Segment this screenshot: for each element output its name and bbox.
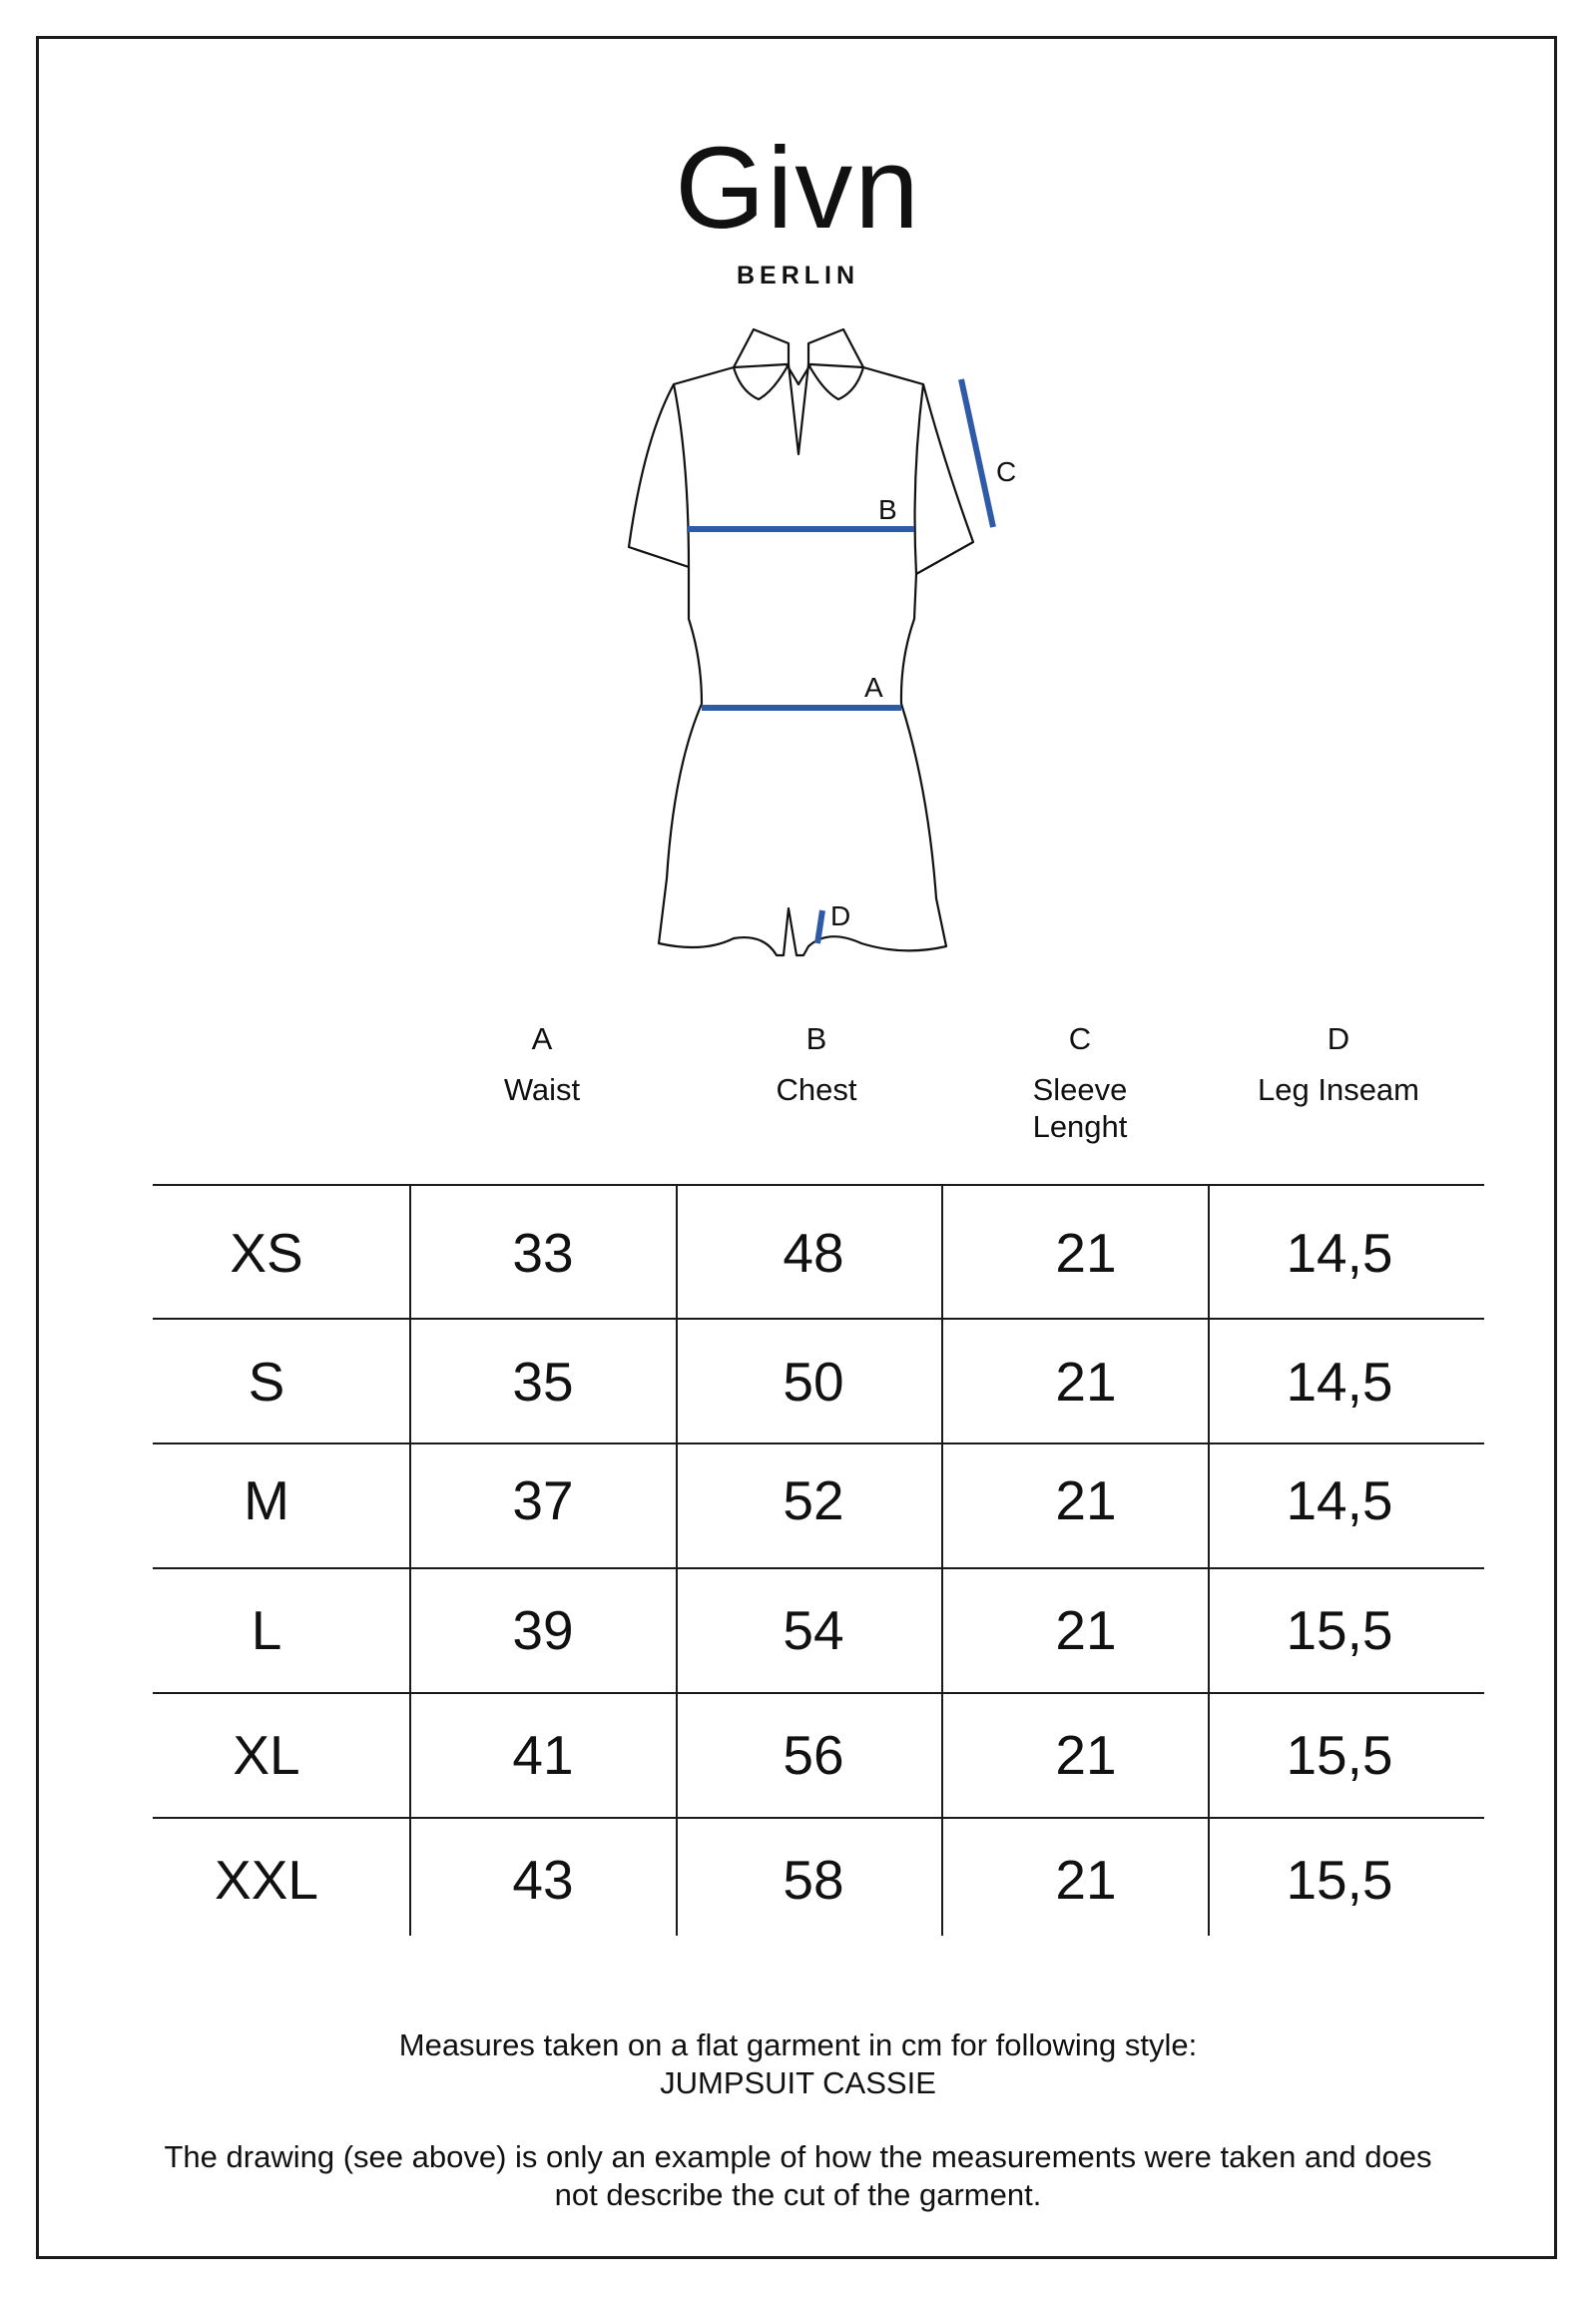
style-name: JUMPSUIT CASSIE — [660, 2065, 936, 2100]
size-label: XS — [230, 1222, 303, 1284]
sleeve-value: 21 — [1055, 1351, 1117, 1413]
sleeve-value: 21 — [1055, 1222, 1117, 1284]
measure-label-b: B — [878, 494, 897, 525]
column-letter: C — [1068, 1021, 1092, 1056]
column-header-sleeve-length — [950, 1020, 1210, 1145]
inseam-value: 14,5 — [1286, 1222, 1393, 1284]
waist-value: 43 — [512, 1849, 574, 1911]
disclaimer-line-2: not describe the cut of the garment. — [554, 2177, 1042, 2212]
chest-value: 56 — [783, 1724, 844, 1786]
column-name: Sleeve Lenght — [1032, 1072, 1128, 1144]
table-column-divider — [676, 1185, 678, 1936]
waist-value: 41 — [512, 1724, 574, 1786]
table-rule — [153, 1318, 1484, 1320]
inseam-value: 14,5 — [1286, 1351, 1393, 1413]
brand-logo-city: BERLIN — [736, 262, 860, 289]
placket — [789, 364, 808, 454]
sleeve-value: 21 — [1055, 1469, 1117, 1531]
table-column-divider — [941, 1185, 943, 1936]
right-sleeve-seam — [915, 384, 923, 574]
chest-value: 52 — [783, 1469, 844, 1531]
left-sleeve-seam — [674, 384, 689, 567]
garment-outline — [629, 364, 973, 955]
inseam-value: 14,5 — [1286, 1469, 1393, 1531]
waist-value: 37 — [512, 1469, 574, 1531]
column-name: Waist — [503, 1072, 581, 1107]
inseam-value: 15,5 — [1286, 1849, 1393, 1911]
sleeve-value: 21 — [1055, 1849, 1117, 1911]
sleeve-value: 21 — [1055, 1599, 1117, 1661]
waist-value: 33 — [512, 1222, 574, 1284]
table-rule — [153, 1692, 1484, 1694]
disclaimer-line-1: The drawing (see above) is only an example of how the measurements were taken and does — [164, 2139, 1432, 2174]
measure-label-a: A — [864, 672, 883, 703]
sleeve-value: 21 — [1055, 1724, 1117, 1786]
table-column-divider — [1208, 1185, 1210, 1936]
measure-label-c: C — [996, 456, 1017, 487]
waist-value: 39 — [512, 1599, 574, 1661]
chest-value: 58 — [783, 1849, 844, 1911]
size-label: XL — [233, 1724, 300, 1786]
waist-value: 35 — [512, 1351, 574, 1413]
size-label: M — [244, 1469, 289, 1531]
inseam-value: 15,5 — [1286, 1724, 1393, 1786]
brand-logo-name: Givn — [675, 123, 921, 253]
column-letter: B — [805, 1021, 827, 1056]
column-letter: A — [531, 1021, 553, 1056]
chest-value: 48 — [783, 1222, 844, 1284]
size-label: S — [248, 1351, 285, 1413]
measure-line-c — [961, 379, 993, 527]
size-label: L — [251, 1599, 282, 1661]
measure-note: Measures taken on a flat garment in cm for following style: — [398, 2027, 1198, 2062]
measure-label-d: D — [830, 900, 851, 931]
column-header-leg-inseam — [1209, 1020, 1468, 1108]
table-rule — [153, 1184, 1484, 1186]
table-rule — [153, 1817, 1484, 1819]
table-rule — [153, 1567, 1484, 1569]
garment-diagram — [0, 0, 1596, 998]
inseam-value: 15,5 — [1286, 1599, 1393, 1661]
chest-value: 54 — [783, 1599, 844, 1661]
column-header-chest — [687, 1020, 946, 1108]
size-label: XXL — [215, 1849, 318, 1911]
column-name: Chest — [776, 1072, 857, 1107]
column-letter: D — [1327, 1021, 1350, 1056]
column-header-waist — [412, 1020, 672, 1108]
table-rule — [153, 1442, 1484, 1444]
table-column-divider — [409, 1185, 411, 1936]
column-name: Leg Inseam — [1258, 1072, 1419, 1107]
chest-value: 50 — [783, 1351, 844, 1413]
